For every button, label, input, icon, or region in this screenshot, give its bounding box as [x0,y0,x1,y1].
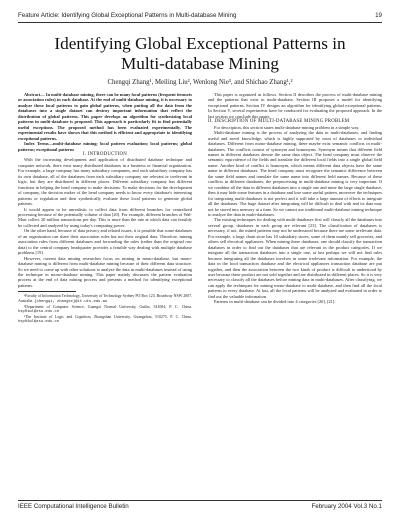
footer-journal: IEEE Computational Intelligence Bulletin [18,503,129,510]
intro-paragraph-1: With the increasing development and application of distributed database technique and computer network, there exist many distributed databases in a business or financial organization. For example, a large company has many subsidiary companies, and each subsidiary company has its own database, all of the databases from each subsidiary company are relevant or irrelevant in logic, but they are distributed in different places. Different subsidiary company has different functions in helping the head company to make decisions. To make decisions for the development of company, the decision maker of the head company needs to know every database's interesting patterns or regulation and then synthetically evaluate these local patterns to generate global patterns. [18,157,192,207]
footnote-3: ³The Institute of Logic and Cognition, Zhongshan University, Guangzhou, 510275, P. C. China. hsp01wl@zsu.edu.cn [18,314,192,325]
section-1-heading: I. INTRODUCTION [82,151,128,157]
section-2-paragraph-2: Multi-database mining is the process of analyzing the data in multi-databases, and finding useful and novel knowledge, which is highly supported by most of databases or individual databases. Different from mono-database mining, there maybe exist semantic conflicts in multi-databases. The conflicts consist of synonym and homonyms. Synonym means that different field names in different databases denote the same data object. The head company must observe the semantic equivalence of the fields and translate the different local fields into a single global field name. Another kind of conflict is homonym, which means different data objects have the same name in different databases. The head company must recognize the semantic difference between the same field names and translate the same name into different field names. Because of these conflicts in different databases, the preprocessing in multi-database mining is very important. If we combine all the data in different databases into a single one and mine the large single database, then it may hide some features in a database and lose some useful pattern, moreover the techniques for integrating multi-databases is not perfect and it will take a large amount of efforts to integrate all the databases. The huge dataset after integrating will be difficult to deal with and its data may not be stored into memory at a time. So we cannot use traditional multi-database mining technique to analyze the data in multi-databases. [208,130,382,217]
section-2-paragraph-3: The existing techniques for dealing with multi-databases first will classify all the databases into several group, databases in each group are relevant [23]. The classification of databases is necessary, if not, the mined patterns may not be understood because there are some irrelevant data. For example, a large chain store has 10 subsidiary stores, some of them mainly sell groceries, and others sell electrical appliances. When mining these databases, one should classify the transaction databases in order to find out the databases that are relevant in the product categories. If we integrate all the transaction databases into a single one, at last perhaps we will not find rules because integrating all the databases involves in some irrelevant information. For example, the data in the food transaction database and the electrical appliances transaction database are put together, and then the association between the two kinds of product is difficult to understood by user because these product are not sold together and are distributed in different places. So it is very necessary to classify all the databases before mining data in multi-databases. After classifying, we can apply the techniques for mining mono-database to multi-database, and then find all the local patterns in every database. At last, all the local patterns will be analyzed and evaluated in order to find out the valuable information. [208,217,382,299]
abstract: Abstract— In multi-database mining, there can be many local patterns (frequent itemsets or association rules) in each database. At the end of multi-database mining, it is necessary to analyze these local patterns to gain global patterns, when putting all the data from the databases into a single dataset can destroy important information that reflect the distribution of global patterns. This paper develops an algorithm for synthesizing local patterns in multi-database is proposed. This approach is particularly fit to find potentially useful exceptions. The proposed method has been evaluated experimentally. The experimental results have shown that this method is efficient and appropriate to identifying exceptional patterns. [18,92,192,141]
footnote-rule [18,291,76,292]
running-title: Feature Article: Identifying Global Exceptional Patterns in Multi-database Mining [18,12,237,19]
footnote-2: ²Department of Computer Science, Guangxi Normal University, Guilin, 541004, P. C. China. hsp01wl@zsu.edu.cn [18,304,192,315]
section-2-heading: II. DESCRIPTION OF MULTI-DATABASE MINING PROBLEM [208,119,350,125]
footnote-2-email[interactable]: hsp01wl@zsu.edu.cn [18,310,60,315]
running-header [18,12,382,19]
right-column [208,92,382,305]
title-line-2: Multi-database Mining [120,54,279,73]
authors: Chengqi Zhang¹, Meiling Liu², Wenlong Nie³, and Shichao Zhang¹,² [107,79,293,86]
footnote-1-email[interactable]: {chengqi, zhangsc}@it.uts.edu.au [34,299,108,304]
footer-rule [18,500,382,501]
footer-issue: February 2004 Vol.3 No.1 [311,503,382,510]
intro-paragraph-4: However, current data mining researches focus on mining in mono-database, but mono-database mining is different from multi-database mining because of their different data structure. So we need to come up with other solutions to analyze the data in multi-databases instead of using the technique in mono-database mining. This paper mainly discusses the pattern evaluation process at the end of data mining process and presents a method for identifying exceptional patterns. [18,255,192,288]
header-rule [18,22,382,23]
page-number: 19 [375,12,382,19]
section-2-paragraph-4: Patterns in multi-database can be divided into 4 categories [20], [21]: [214,299,336,305]
intro-paragraph-2: It would appear to be unrealistic to collect data from different branches for centralized processing because of the potentially volume of data [20]. For example, different branches of Wal-Mart collect 20 million transactions per day. This is more than the rate at which data can feasibly be collected and analyzed by using today's computing power. [18,206,192,228]
index-terms: Index Terms—multi-database mining; local pattern evaluation; local patterns; global patterns; exceptional patterns [18,141,192,152]
intro-paragraph-3: On the other hand, because of data privacy and related issues, it is possible that some databases of an organization can share their association rules but not their original data. Therefore, mining association rules from different databases and forwarding the rules (rather than the original raw data) to the central company headquarter provides a feasible way dealing with multiple database problems [19]. [18,228,192,256]
footnote-3-email[interactable]: hsp01wl@zsu.edu.cn [18,320,60,325]
paper-title [18,34,382,74]
page-footer [18,503,382,510]
title-line-1: Identifying Global Exceptional Patterns in [54,34,346,53]
left-column [18,92,192,325]
section-2-paragraph-1: For description, this section states multi-database mining problem in a simple way. [214,124,360,130]
organization-paragraph: This paper is organized as follows. Section II describes the process of multi-database mining and the patterns that exist in multi-database. Section III proposes a model for identifying exceptional patterns. Section IV designs an algorithm for identifying global exceptional patterns. In Section V, several experiments have be conducted for evaluating the proposed approach. In the last section we conclude this paper. [208,92,382,119]
footnote-1: ¹Faculty of Information Technology, University of Technology Sydney PO Box 123, Broadway NSW 2007, Australia. {chengqi, zhangsc}@it.uts.edu.au [18,294,192,304]
